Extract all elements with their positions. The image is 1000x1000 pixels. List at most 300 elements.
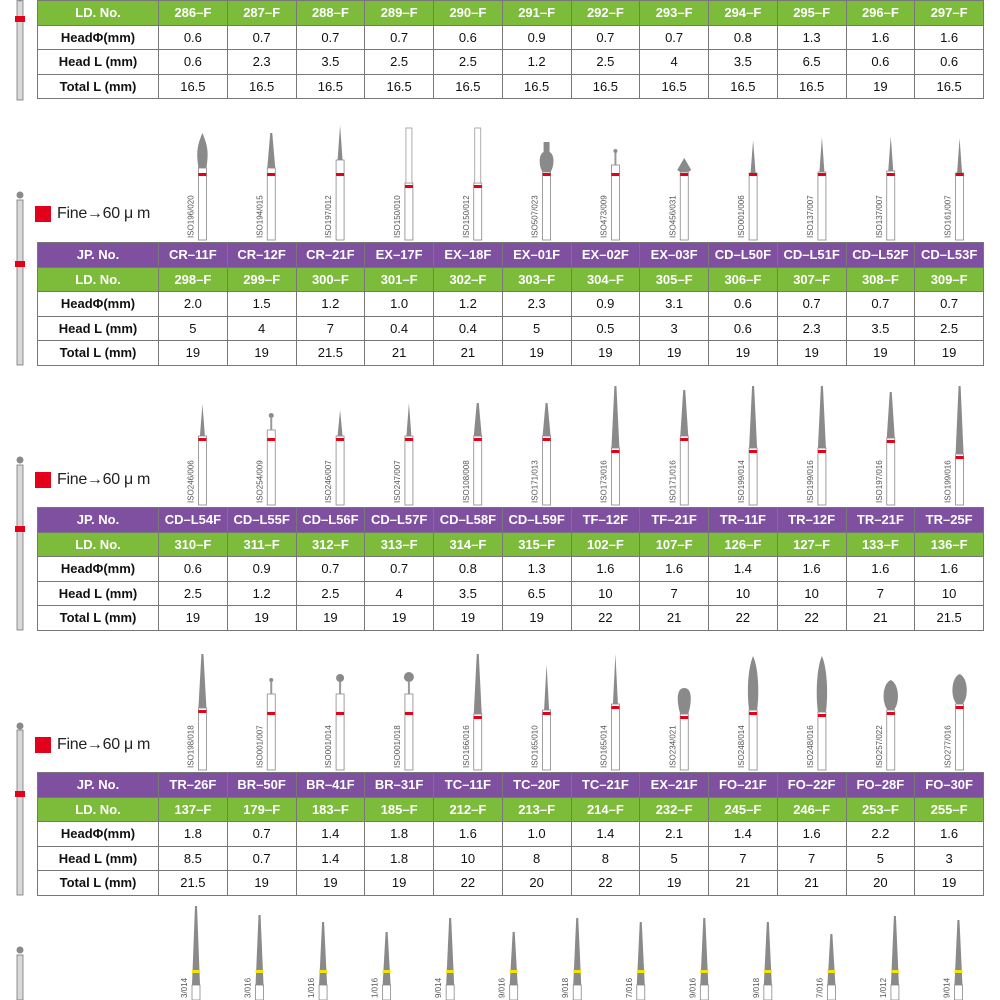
- head-diameter-row: [38, 292, 984, 317]
- jp-cell: CD–L51F: [777, 243, 846, 268]
- jp-cell: CR–21F: [296, 243, 365, 268]
- jp-row: [38, 773, 984, 798]
- jp-cell: TR–26F: [159, 773, 228, 798]
- value-cell: 7: [846, 581, 915, 606]
- bur-illustration: [244, 915, 264, 1000]
- ld-cell: 300–F: [296, 267, 365, 292]
- value-cell: 0.7: [777, 292, 846, 317]
- ld-row: [38, 267, 984, 292]
- ld-cell: 306–F: [709, 267, 778, 292]
- bur-illustration: [806, 656, 827, 770]
- grit-band: [891, 970, 899, 973]
- ld-cell: 214–F: [571, 797, 640, 822]
- bur-shank: [510, 985, 518, 1000]
- bur-head: [383, 932, 391, 985]
- total-length-row: [38, 341, 984, 366]
- bur-shank: [474, 183, 482, 240]
- iso-code-label: ISO199/016: [805, 460, 815, 503]
- value-cell: 19: [640, 871, 709, 896]
- value-cell: 19: [571, 341, 640, 366]
- head-length-row: [38, 316, 984, 341]
- grit-band: [954, 970, 962, 973]
- iso-code-label: ISO246/006: [186, 460, 196, 503]
- bur-head: [543, 403, 551, 436]
- bur-head: [475, 128, 481, 183]
- value-cell: 2.5: [365, 50, 434, 75]
- iso-code-label: ISO165/014: [599, 725, 609, 768]
- round-bur-icon: [15, 947, 25, 1000]
- value-cell: 3: [640, 316, 709, 341]
- iso-code-label: ISO473/009: [599, 195, 609, 238]
- bur-illustration: [879, 916, 899, 1000]
- iso-code-label: ISO234/021: [668, 725, 678, 768]
- round-bur-icon: [15, 457, 25, 631]
- value-cell: 4: [640, 50, 709, 75]
- bur-illustration: [942, 920, 962, 1000]
- value-cell: 2.1: [640, 822, 709, 847]
- value-cell: 3.5: [434, 581, 503, 606]
- bur-illustration: [371, 932, 391, 1000]
- grit-band: [887, 173, 895, 176]
- ld-cell: 310–F: [159, 532, 228, 557]
- value-cell: 10: [571, 581, 640, 606]
- bur-shank: [891, 985, 899, 1000]
- bur-shank: [749, 710, 757, 770]
- jp-cell: CR–12F: [227, 243, 296, 268]
- bur-shank: [543, 172, 551, 240]
- bur-shank: [405, 694, 413, 770]
- iso-code-label: ISO197/016: [874, 460, 884, 503]
- fine-marker-icon: [35, 737, 51, 753]
- grit-band: [474, 185, 482, 188]
- value-cell: 0.7: [365, 25, 434, 50]
- value-cell: 19: [159, 606, 228, 631]
- value-cell: 0.6: [915, 50, 984, 75]
- bur-shank: [887, 710, 895, 770]
- bur-shank: [749, 448, 757, 505]
- iso-code-label: 3/016: [243, 977, 253, 998]
- jp-cell: CD–L52F: [846, 243, 915, 268]
- head-diameter-label: HeadΦ(mm): [38, 25, 159, 50]
- iso-code-label: 9/014: [942, 977, 952, 998]
- total-length-label: Total L (mm): [38, 341, 159, 366]
- ld-cell: 304–F: [571, 267, 640, 292]
- bur-illustration: [806, 137, 826, 240]
- bur-shank: [267, 430, 275, 505]
- bur-head: [336, 674, 344, 682]
- bur-shank: [446, 985, 454, 1000]
- bur-illustration: [462, 128, 482, 240]
- bur-shank: [700, 985, 708, 1000]
- value-cell: 2.0: [159, 292, 228, 317]
- bur-head: [637, 922, 645, 985]
- grit-band: [611, 450, 619, 453]
- bur-illustration: [255, 678, 275, 770]
- grit-band: [749, 173, 757, 176]
- value-cell: 1.4: [709, 822, 778, 847]
- jp-cell: CD–L57F: [365, 508, 434, 533]
- bur-illustration: [531, 664, 551, 770]
- bur-illustration: [599, 654, 619, 770]
- head-length-row: [38, 846, 984, 871]
- value-cell: 21: [365, 341, 434, 366]
- ld-label: LD. No.: [38, 1, 159, 26]
- value-cell: 19: [502, 606, 571, 631]
- ld-cell: 292–F: [571, 1, 640, 26]
- value-cell: 1.6: [915, 25, 984, 50]
- total-length-label: Total L (mm): [38, 606, 159, 631]
- value-cell: 8.5: [159, 846, 228, 871]
- value-cell: 19: [296, 871, 365, 896]
- bur-head: [510, 932, 518, 985]
- fine-marker-icon: [35, 206, 51, 222]
- bur-head: [817, 656, 827, 712]
- jp-cell: FO–22F: [777, 773, 846, 798]
- bur-shank: [680, 172, 688, 240]
- jp-cell: TF–21F: [640, 508, 709, 533]
- grit-band: [637, 970, 645, 973]
- jp-cell: TC–11F: [434, 773, 503, 798]
- bur-shank: [336, 436, 344, 505]
- round-bur-icon: [15, 0, 25, 100]
- value-cell: 21: [640, 606, 709, 631]
- bur-head: [887, 392, 895, 438]
- jp-cell: EX–17F: [365, 243, 434, 268]
- value-cell: 16.5: [502, 74, 571, 99]
- bur-head: [611, 386, 619, 448]
- jp-cell: EX–01F: [502, 243, 571, 268]
- iso-code-label: ISO161/007: [943, 195, 953, 238]
- bur-illustration: [393, 403, 413, 505]
- bur-illustration: [531, 403, 551, 505]
- value-cell: 3.5: [846, 316, 915, 341]
- grit-legend: [35, 734, 150, 756]
- head-diameter-label: HeadΦ(mm): [38, 557, 159, 582]
- jp-cell: TR–11F: [709, 508, 778, 533]
- bur-head: [613, 654, 618, 704]
- iso-code-label: ISO199/014: [737, 460, 747, 503]
- bur-illustration: [462, 654, 482, 770]
- bur-head: [954, 920, 962, 985]
- value-cell: 1.4: [709, 557, 778, 582]
- bur-shank: [198, 436, 206, 505]
- bur-shank: [198, 708, 206, 770]
- grit-band: [267, 712, 275, 715]
- jp-cell: CD–L54F: [159, 508, 228, 533]
- bur-head: [269, 678, 273, 682]
- jp-label: JP. No.: [38, 243, 159, 268]
- jp-cell: FO–28F: [846, 773, 915, 798]
- bur-head: [544, 664, 549, 710]
- value-cell: 1.2: [296, 292, 365, 317]
- jp-label: JP. No.: [38, 508, 159, 533]
- jp-cell: FO–30F: [915, 773, 984, 798]
- bur-shank: [818, 712, 826, 770]
- bur-illustration: [737, 656, 758, 770]
- value-cell: 5: [159, 316, 228, 341]
- bur-illustration: [944, 138, 964, 240]
- value-cell: 19: [365, 606, 434, 631]
- value-cell: 8: [502, 846, 571, 871]
- value-cell: 0.7: [296, 557, 365, 582]
- ld-cell: 303–F: [502, 267, 571, 292]
- iso-code-label: ISO001/014: [324, 725, 334, 768]
- bur-head: [957, 138, 962, 173]
- ld-cell: 288–F: [296, 1, 365, 26]
- bur-illustration: [944, 386, 964, 505]
- jp-cell: BR–31F: [365, 773, 434, 798]
- value-cell: 0.8: [434, 557, 503, 582]
- head-length-row: [38, 581, 984, 606]
- iso-code-label: 7/016: [815, 977, 825, 998]
- value-cell: 7: [296, 316, 365, 341]
- jp-row: [38, 243, 984, 268]
- bur-illustration: [599, 386, 619, 505]
- value-cell: 16.5: [434, 74, 503, 99]
- jp-row: [38, 508, 984, 533]
- bur-illustration: [498, 932, 518, 1000]
- bur-shank: [818, 448, 826, 505]
- iso-code-label: ISO507/023: [530, 195, 540, 238]
- iso-code-label: 9/016: [497, 977, 507, 998]
- jp-cell: TF–12F: [571, 508, 640, 533]
- bur-shank: [611, 165, 619, 240]
- bur-shank: [956, 704, 964, 770]
- bur-head: [540, 142, 554, 172]
- value-cell: 20: [846, 871, 915, 896]
- iso-code-label: ISO199/016: [943, 460, 953, 503]
- bur-head: [819, 137, 824, 172]
- iso-code-label: ISO248/016: [805, 725, 815, 768]
- ld-label: LD. No.: [38, 532, 159, 557]
- grit-band: [336, 712, 344, 715]
- grit-band: [319, 970, 327, 973]
- ld-row: [38, 797, 984, 822]
- ld-cell: 291–F: [502, 1, 571, 26]
- value-cell: 1.8: [365, 846, 434, 871]
- value-cell: 21: [846, 606, 915, 631]
- iso-code-label: 9/018: [751, 977, 761, 998]
- value-cell: 16.5: [159, 74, 228, 99]
- bur-head: [748, 656, 758, 710]
- bur-illustration: [944, 674, 967, 770]
- bur-shank: [956, 173, 964, 240]
- value-cell: 1.3: [777, 25, 846, 50]
- bur-head: [764, 922, 772, 985]
- bur-head: [404, 672, 414, 682]
- bur-shank: [827, 985, 835, 1000]
- value-cell: 1.3: [502, 557, 571, 582]
- value-cell: 1.6: [777, 557, 846, 582]
- ld-cell: 293–F: [640, 1, 709, 26]
- bur-shank: [749, 173, 757, 240]
- bur-head: [751, 140, 756, 173]
- bur-illustration: [875, 680, 898, 770]
- bur-illustration: [393, 128, 413, 240]
- value-cell: 2.2: [846, 822, 915, 847]
- value-cell: 0.6: [159, 25, 228, 50]
- ld-cell: 232–F: [640, 797, 709, 822]
- grit-band: [474, 438, 482, 441]
- grit-band: [405, 185, 413, 188]
- value-cell: 19: [915, 871, 984, 896]
- iso-code-label: ISO137/007: [874, 195, 884, 238]
- ld-cell: 297–F: [915, 1, 984, 26]
- bur-head: [573, 918, 581, 985]
- value-cell: 16.5: [227, 74, 296, 99]
- bur-illustration: [255, 413, 275, 505]
- bur-head: [446, 918, 454, 985]
- bur-shank: [611, 704, 619, 770]
- ld-cell: 311–F: [227, 532, 296, 557]
- value-cell: 0.6: [159, 50, 228, 75]
- ld-cell: 302–F: [434, 267, 503, 292]
- jp-cell: TC–21F: [571, 773, 640, 798]
- value-cell: 1.6: [915, 822, 984, 847]
- head-length-label: Head L (mm): [38, 316, 159, 341]
- iso-code-label: ISO196/020: [186, 195, 196, 238]
- value-cell: 6.5: [502, 581, 571, 606]
- ld-cell: 246–F: [777, 797, 846, 822]
- value-cell: 1.6: [777, 822, 846, 847]
- value-cell: 21.5: [915, 606, 984, 631]
- jp-cell: CD–L58F: [434, 508, 503, 533]
- value-cell: 1.6: [846, 557, 915, 582]
- bur-illustration: [688, 918, 708, 1000]
- grit-legend: [35, 469, 150, 491]
- grit-band: [680, 173, 688, 176]
- value-cell: 0.6: [709, 292, 778, 317]
- value-cell: 19: [365, 871, 434, 896]
- grit-band: [818, 450, 826, 453]
- bur-illustration: [668, 158, 691, 240]
- ld-cell: 314–F: [434, 532, 503, 557]
- bur-illustration: [668, 688, 691, 770]
- value-cell: 2.5: [296, 581, 365, 606]
- bur-illustration: [806, 386, 826, 505]
- bur-head: [338, 125, 343, 160]
- iso-code-label: ISO257/022: [874, 725, 884, 768]
- grit-band: [764, 970, 772, 973]
- value-cell: 0.6: [434, 25, 503, 50]
- grit-band: [887, 440, 895, 443]
- grit-band: [956, 173, 964, 176]
- iso-code-label: 9/018: [561, 977, 571, 998]
- iso-code-label: ISO137/007: [805, 195, 815, 238]
- value-cell: 5: [846, 846, 915, 871]
- value-cell: 8: [571, 846, 640, 871]
- jp-cell: TR–21F: [846, 508, 915, 533]
- value-cell: 7: [709, 846, 778, 871]
- value-cell: 5: [502, 316, 571, 341]
- bur-illustration: [875, 392, 895, 505]
- value-cell: 16.5: [365, 74, 434, 99]
- jp-cell: CR–11F: [159, 243, 228, 268]
- iso-code-label: 1/016: [370, 977, 380, 998]
- grit-band: [192, 970, 200, 973]
- iso-code-label: ISO246/007: [324, 460, 334, 503]
- bur-shank: [405, 183, 413, 240]
- value-cell: 21.5: [296, 341, 365, 366]
- value-cell: 19: [227, 606, 296, 631]
- head-length-label: Head L (mm): [38, 581, 159, 606]
- ld-cell: 185–F: [365, 797, 434, 822]
- bur-shank: [267, 694, 275, 770]
- ld-cell: 299–F: [227, 267, 296, 292]
- bur-illustration: [324, 674, 344, 770]
- value-cell: 2.3: [777, 316, 846, 341]
- ld-cell: 298–F: [159, 267, 228, 292]
- ld-cell: 301–F: [365, 267, 434, 292]
- bur-head: [677, 158, 691, 172]
- total-length-row: [38, 606, 984, 631]
- ld-cell: 245–F: [709, 797, 778, 822]
- value-cell: 21: [709, 871, 778, 896]
- value-cell: 4: [227, 316, 296, 341]
- grit-band: [405, 438, 413, 441]
- head-length-label: Head L (mm): [38, 846, 159, 871]
- ld-cell: 307–F: [777, 267, 846, 292]
- grit-legend: [35, 203, 150, 225]
- value-cell: 3.1: [640, 292, 709, 317]
- bur-head: [406, 403, 411, 436]
- jp-cell: CD–L50F: [709, 243, 778, 268]
- grit-band: [336, 438, 344, 441]
- value-cell: 19: [502, 341, 571, 366]
- grit-band: [198, 710, 206, 713]
- iso-code-label: ISO247/007: [392, 460, 402, 503]
- bur-shank: [336, 160, 344, 240]
- spec-table-2: [37, 507, 984, 631]
- iso-code-label: ISO171/016: [668, 460, 678, 503]
- bur-illustration: [875, 136, 895, 240]
- value-cell: 16.5: [571, 74, 640, 99]
- grit-band: [510, 970, 518, 973]
- bur-illustration: [815, 934, 835, 1000]
- iso-code-label: ISO108/008: [461, 460, 471, 503]
- grit-band: [818, 714, 826, 717]
- value-cell: 22: [777, 606, 846, 631]
- iso-code-label: 7/016: [624, 977, 634, 998]
- bur-head: [818, 386, 826, 448]
- ld-cell: 179–F: [227, 797, 296, 822]
- value-cell: 2.3: [227, 50, 296, 75]
- iso-code-label: ISO194/015: [255, 195, 265, 238]
- bur-illustration: [434, 918, 454, 1000]
- grit-band: [611, 173, 619, 176]
- iso-code-label: ISO171/013: [530, 460, 540, 503]
- bur-head: [192, 906, 200, 985]
- value-cell: 2.5: [159, 581, 228, 606]
- value-cell: 0.4: [365, 316, 434, 341]
- bur-illustration: [324, 125, 344, 240]
- jp-cell: BR–50F: [227, 773, 296, 798]
- grit-band: [887, 712, 895, 715]
- iso-code-label: 3/014: [180, 977, 189, 998]
- grit-label: Fine→60 μ m: [57, 205, 151, 222]
- ld-cell: 312–F: [296, 532, 365, 557]
- bur-illustration: [752, 922, 772, 1000]
- value-cell: 19: [159, 341, 228, 366]
- value-cell: 1.6: [846, 25, 915, 50]
- head-length-row: [38, 50, 984, 75]
- value-cell: 1.4: [296, 822, 365, 847]
- bur-head: [827, 934, 835, 985]
- value-cell: 19: [709, 341, 778, 366]
- bur-shank: [818, 172, 826, 240]
- grit-band: [267, 173, 275, 176]
- value-cell: 5: [640, 846, 709, 871]
